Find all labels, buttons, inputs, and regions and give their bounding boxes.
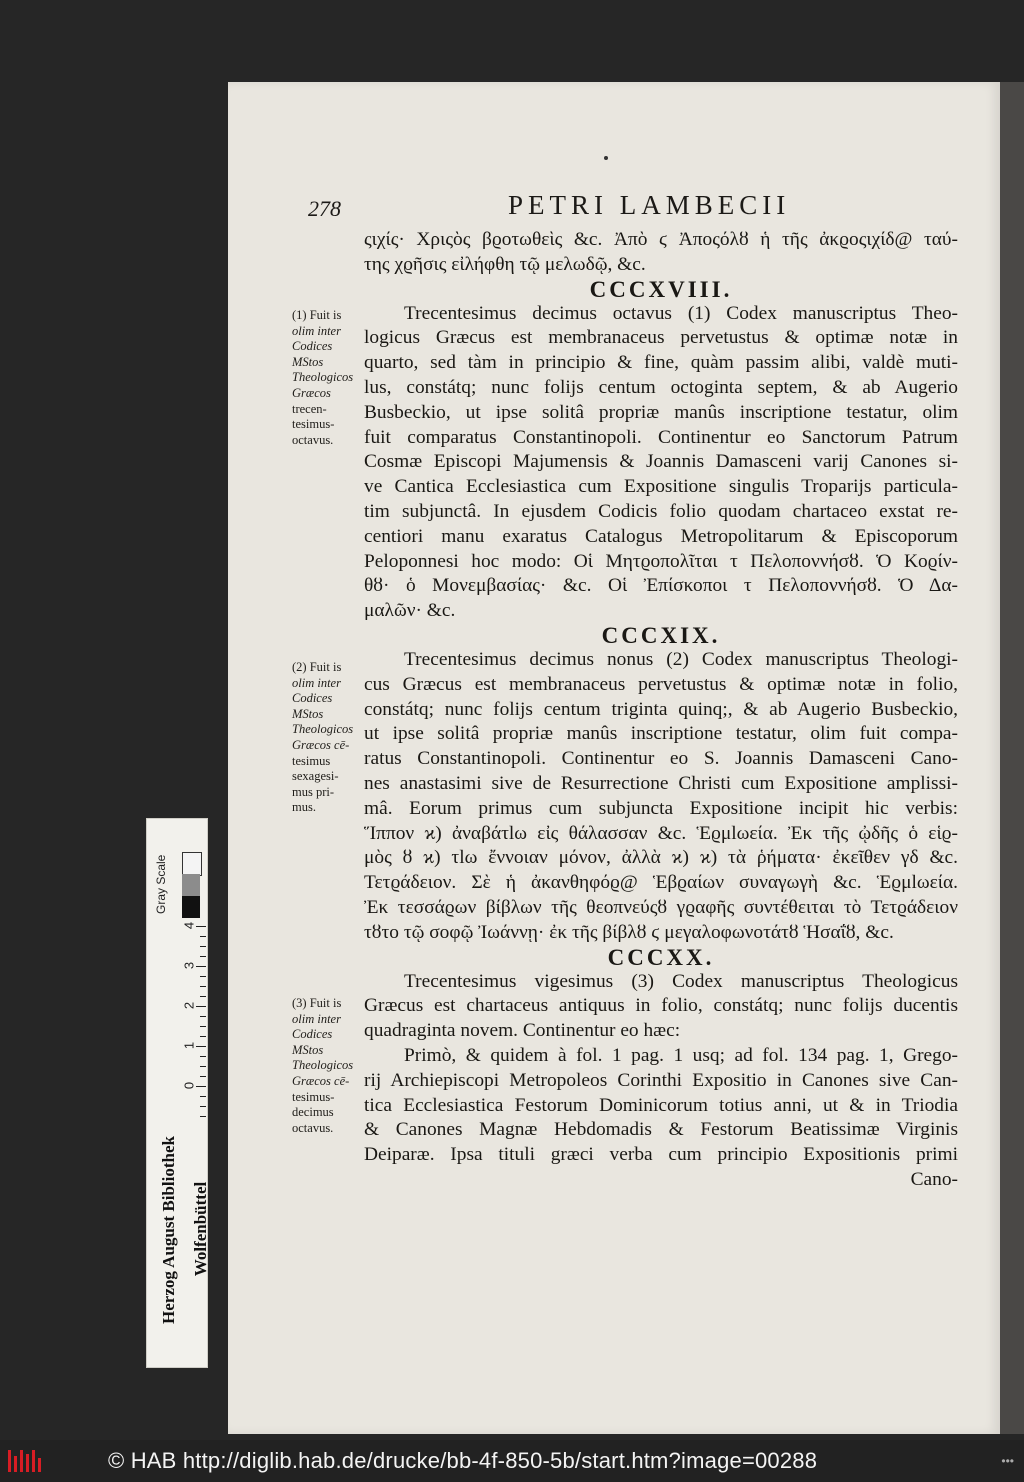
margin-note-line: tesimus- bbox=[292, 417, 335, 432]
text-line: ve Cantica Ecclesiastica cum Expositione singulis Troparijs particula- bbox=[364, 476, 958, 498]
text-line: mâ. Eorum primus cum subjuncta Expositione incipit hic verbis: bbox=[364, 797, 958, 819]
text-line: Busbeckio, ut ipse solitâ propriæ manûs inscriptione testatur, olim bbox=[364, 401, 958, 423]
gray-patch-mid bbox=[182, 874, 200, 896]
margin-note-2 bbox=[292, 660, 364, 816]
margin-note-line: (2) Fuit is bbox=[292, 660, 342, 674]
gray-patch-white bbox=[182, 852, 202, 876]
gray-patch-black bbox=[182, 896, 200, 918]
text-line: Trecentesimus decimus nonus (2) Codex manuscriptus Theologi- bbox=[404, 648, 958, 670]
page-number: 278 bbox=[308, 196, 341, 221]
text-line: tim subjunctâ. In ejusdem Codicis folio quodam chartaceo exstat re- bbox=[364, 500, 958, 522]
more-dots-icon: ••• bbox=[1001, 1454, 1014, 1468]
margin-note-line: Codices bbox=[292, 339, 333, 354]
running-head: PETRI LAMBECII bbox=[508, 190, 791, 220]
text-line: logicus Græcus est membranaceus pervetustus & optimæ notæ in bbox=[364, 327, 958, 349]
text-line: tica Ecclesiastica Festorum Dominicorum totius anni, ut & in Triodia bbox=[364, 1094, 958, 1116]
margin-note-line: Codices bbox=[292, 691, 333, 706]
text-line: cus Græcus est membranaceus pervetustus & optimæ notæ in folio, bbox=[364, 673, 958, 695]
margin-note-1 bbox=[292, 308, 364, 448]
margin-note-line: (3) Fuit is bbox=[292, 996, 342, 1010]
margin-note-line: MStos bbox=[292, 1042, 324, 1057]
ruler-minor-tick bbox=[200, 956, 206, 957]
print-dot bbox=[604, 156, 608, 160]
text-line: Peloponnesi hoc modo: Οἱ Μητϱοπολῖται τ Πελοποννήσȣ. Ὁ Κοϱίν- bbox=[364, 550, 958, 572]
ruler-major-tick bbox=[196, 1086, 206, 1087]
text-line: Trecentesimus vigesimus (3) Codex manuscriptus Theologicus bbox=[404, 970, 958, 992]
margin-note-line: Codices bbox=[292, 1027, 333, 1042]
ruler-minor-tick bbox=[200, 1116, 206, 1117]
margin-note-line: Theologicos bbox=[292, 722, 354, 737]
text-line: θȣ· ὁ Μονεμβασίας· &c. Οἱ Ἐπίσκοποι τ Πελοποννήσȣ. Ὁ Δα- bbox=[364, 575, 958, 597]
text-line: μαλῶν· &c. bbox=[364, 600, 456, 622]
margin-note-line: MStos bbox=[292, 354, 324, 369]
ruler-major-tick bbox=[196, 966, 206, 967]
margin-note-line: octavus. bbox=[292, 1120, 334, 1135]
margin-note-line: trecen- bbox=[292, 401, 327, 416]
ruler-label-city: Wolfenbüttel bbox=[191, 1181, 210, 1277]
ruler-minor-tick bbox=[200, 936, 206, 937]
margin-note-line: tesimus bbox=[292, 753, 331, 768]
ruler-number: 0 bbox=[181, 1081, 197, 1090]
text-line: μὸς ȣ ϰ) τlω ἔννοιαν μόνον, ἀλλὰ ϰ) ϰ) τὰ ῥήματα· ἐκεῖθεν γδ &c. bbox=[364, 847, 958, 869]
ruler-minor-tick bbox=[200, 1026, 206, 1027]
ruler-minor-tick bbox=[200, 996, 206, 997]
margin-note-line: mus. bbox=[292, 800, 316, 815]
ruler-minor-tick bbox=[200, 976, 206, 977]
text-line: Primò, & quidem à fol. 1 pag. 1 usq; ad fol. 134 pag. 1, Grego- bbox=[404, 1044, 958, 1066]
margin-note-line: Theologicos bbox=[292, 370, 354, 385]
text-line: Cano- bbox=[910, 1168, 958, 1190]
margin-note-line: olim inter bbox=[292, 1011, 341, 1026]
margin-note-line: octavus. bbox=[292, 432, 334, 447]
margin-note-line: mus pri- bbox=[292, 784, 335, 799]
text-line: & Canones Magnæ Hebdomadis & Festorum Beatissimæ Virginis bbox=[364, 1119, 958, 1141]
text-line: lus, constátq; nunc folijs centum octoginta septem, & ab Augerio bbox=[364, 376, 958, 398]
margin-note-line: sexagesi- bbox=[292, 769, 339, 784]
text-line: Deiparæ. Ipsa tituli græci verba cum principio Expositionis primi bbox=[364, 1144, 958, 1166]
margin-note-line: Theologicos bbox=[292, 1058, 354, 1073]
ruler-number: 4 bbox=[181, 921, 197, 930]
text-line: rij Archiepiscopi Metropoleos Corinthi Expositio in Canones sive Can- bbox=[364, 1069, 958, 1091]
text-line: της χϱῆσις εἰλήφθη τῷ μελωδῷ, &c. bbox=[364, 253, 646, 275]
hab-logo-icon bbox=[6, 1446, 46, 1476]
text-line: Ἵππον ϰ) ἀναβάτlω εἰς θάλασσαν &c. Ἑϱμlωεία. Ἐκ τῆς ᾠδῆς ὁ εἱϱ- bbox=[364, 822, 958, 844]
ruler-number: 3 bbox=[181, 961, 197, 970]
margin-note-line: Græcos cē- bbox=[292, 1073, 350, 1088]
section-heading: CCCXX. bbox=[607, 944, 715, 970]
text-line: Τετϱάδειον. Σὲ ἡ ἀκανθηφόϱ@ Ἑβϱαίων συναγωγὴ &c. Ἑϱμlωεία. bbox=[364, 872, 958, 894]
ruler-minor-tick bbox=[200, 1076, 206, 1077]
ruler-major-tick bbox=[196, 1046, 206, 1047]
text-line: fuit comparatus Constantinopoli. Continentur eo Sanctorum Patrum bbox=[364, 426, 958, 448]
ruler-major-tick bbox=[196, 926, 206, 927]
ruler-minor-tick bbox=[200, 1036, 206, 1037]
ruler-minor-tick bbox=[200, 1106, 206, 1107]
margin-note-line: Græcos bbox=[292, 385, 331, 400]
ruler-label-library: Herzog August Bibliothek bbox=[159, 1136, 178, 1324]
page-header bbox=[300, 190, 1000, 230]
margin-note-line: olim inter bbox=[292, 675, 341, 690]
text-line: Cosmæ Episcopi Majumensis & Joannis Damasceni varij Canones si- bbox=[364, 451, 958, 473]
gray-scale-label: Gray Scale bbox=[154, 854, 168, 914]
margin-note-line: Græcos cē- bbox=[292, 737, 350, 752]
text-line: centiori manu exaratus Catalogus Metropolitarum & Episcoporum bbox=[364, 525, 958, 547]
page-edge bbox=[1000, 82, 1024, 1434]
section-heading: CCCXIX. bbox=[601, 622, 721, 648]
text-line: τȣτο τῷ σοφῷ Ἰωάννῃ· ἐκ τῆς βίβλȣ ϛ μεγαλοφωνοτάτȣ Ἡσαΐȣ, &c. bbox=[364, 921, 894, 943]
margin-note-line: olim inter bbox=[292, 323, 341, 338]
text-line: ut ipse solitâ propriæ manûs inscriptione testatur, olim fuit compa- bbox=[364, 723, 958, 745]
text-line: Trecentesimus decimus octavus (1) Codex manuscriptus Theo- bbox=[404, 302, 958, 324]
margin-note-line: tesimus- bbox=[292, 1089, 335, 1104]
ruler-minor-tick bbox=[200, 1066, 206, 1067]
margin-note-3 bbox=[292, 996, 364, 1136]
text-line: quarto, sed tàm in principio & fine, quàm passim alibi, valdè muti- bbox=[364, 352, 958, 374]
ruler-minor-tick bbox=[200, 1096, 206, 1097]
body-text bbox=[364, 228, 958, 1193]
text-line: ratus Constantinopoli. Continentur eo S. Joannis Damasceni Cano- bbox=[364, 748, 958, 770]
margin-note-line: (1) Fuit is bbox=[292, 308, 342, 322]
copyright-url[interactable]: © HAB http://diglib.hab.de/drucke/bb-4f-850-5b/start.htm?image=00288 bbox=[108, 1448, 818, 1473]
margin-note-line: MStos bbox=[292, 706, 324, 721]
ruler-number: 1 bbox=[181, 1041, 197, 1050]
text-line: Græcus est chartaceus antiquus in folio, constátq; nunc folijs ducentis bbox=[364, 995, 958, 1017]
text-line: constátq; nunc folijs centum triginta quinq;, & ab Augerio Busbeckio, bbox=[364, 698, 958, 720]
text-line: nes anastasimi sive de Resurrectione Christi cum Expositione amplissi- bbox=[364, 772, 958, 794]
ruler-minor-tick bbox=[200, 1056, 206, 1057]
ruler-minor-tick bbox=[200, 1016, 206, 1017]
ruler-minor-tick bbox=[200, 946, 206, 947]
footer-bar bbox=[0, 1440, 1024, 1482]
text-line: quadraginta novem. Continentur eo hæc: bbox=[364, 1020, 681, 1042]
ruler-number: 2 bbox=[181, 1001, 197, 1010]
margin-note-line: decimus bbox=[292, 1105, 334, 1120]
text-line: ςιχίς· Χριςὸς βϱοτωθεὶς &c. Ἀπὸ ϛ Ἀποςόλȣ ἡ τῆς ἀκϱοςιχίδ@ ταύ- bbox=[364, 229, 958, 250]
ruler-minor-tick bbox=[200, 986, 206, 987]
ruler-major-tick bbox=[196, 1006, 206, 1007]
section-heading: CCCXVIII. bbox=[589, 276, 733, 302]
text-line: Ἐκ τεσσάϱων βίβλων τῆς θεοπνεύςȣ γϱαφῆς συντέθειται τὸ Τετϱάδειον bbox=[364, 896, 958, 918]
